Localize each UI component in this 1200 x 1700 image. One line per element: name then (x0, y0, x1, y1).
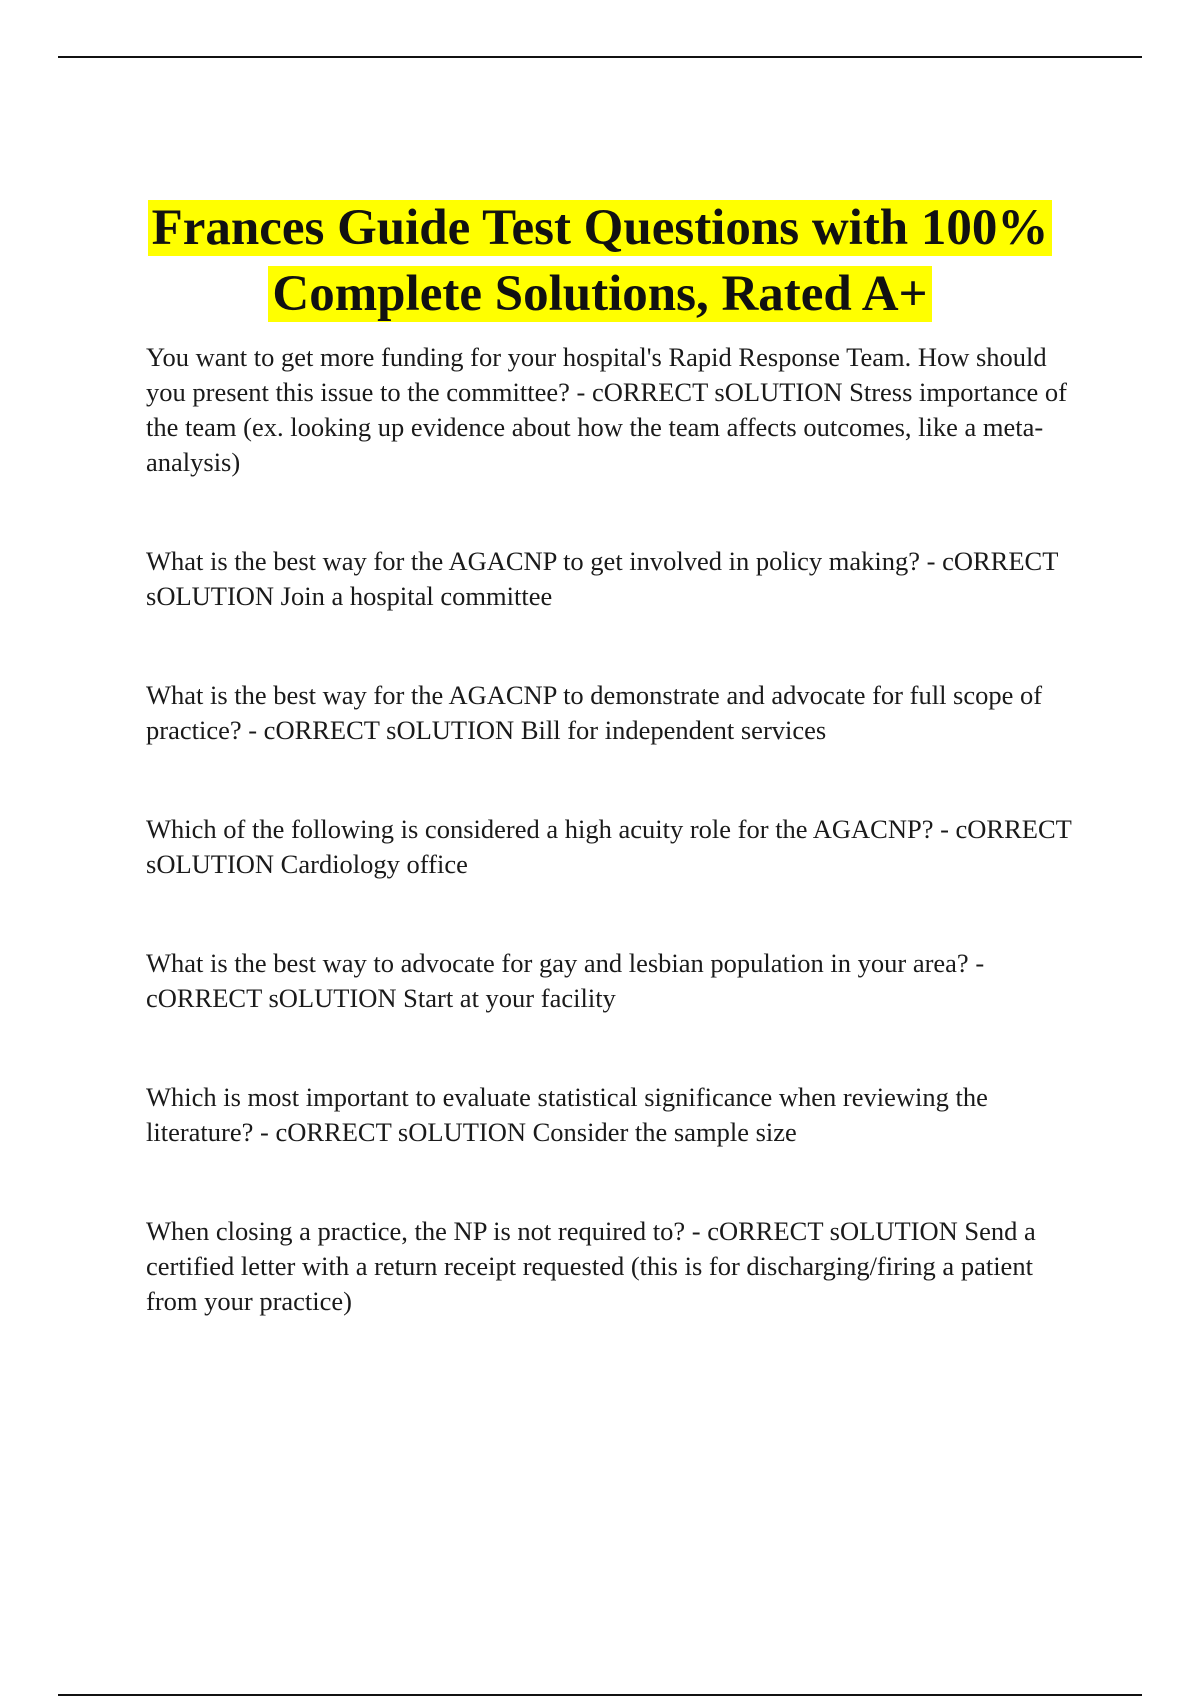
question-answer-2: What is the best way for the AGACNP to get involved in policy making? - cORRECT sOLUTION Join a hospital committee (146, 546, 1058, 611)
document-title (60, 195, 1140, 327)
question-answer-7: When closing a practice, the NP is not required to? - cORRECT sOLUTION Send a certified letter with a return receipt requested (this is for discharging/firing a patient from your practice) (146, 1216, 1036, 1316)
footer-rule (58, 1694, 1142, 1696)
question-answer-1: You want to get more funding for your hospital's Rapid Response Team. How should you present this issue to the committee? - cORRECT sOLUTION Stress importance of the team (ex. looking up evidence about how the team affects outcomes, like a meta-analysis) (146, 342, 1067, 477)
question-answer-5: What is the best way to advocate for gay and lesbian population in your area? - cORRECT sOLUTION Start at your facility (146, 948, 985, 1013)
header-rule (58, 56, 1142, 58)
question-answer-4: Which of the following is considered a high acuity role for the AGACNP? - cORRECT sOLUTION Cardiology office (146, 814, 1072, 879)
question-answer-6: Which is most important to evaluate statistical significance when reviewing the literature? - cORRECT sOLUTION Consider the sample size (146, 1082, 988, 1147)
question-answer-3: What is the best way for the AGACNP to demonstrate and advocate for full scope of practice? - cORRECT sOLUTION Bill for independent services (146, 680, 1043, 745)
title-line-2: Complete Solutions, Rated A+ (268, 266, 931, 322)
title-line-1: Frances Guide Test Questions with 100% (148, 200, 1053, 256)
question-list (146, 340, 1086, 1319)
